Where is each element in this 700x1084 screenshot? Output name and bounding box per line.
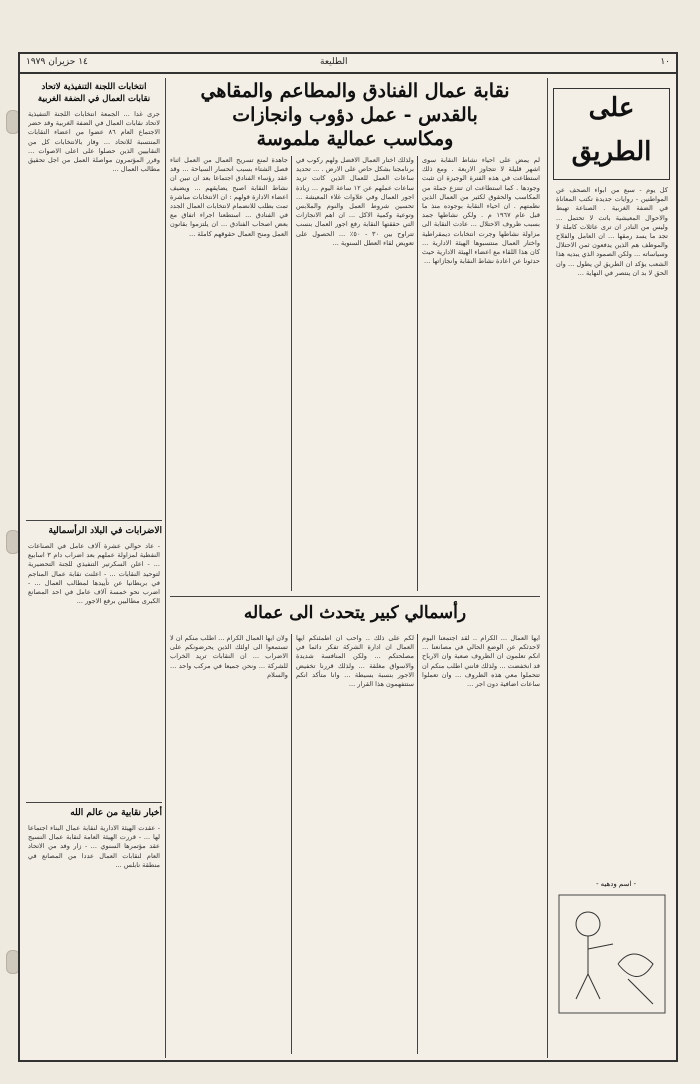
rule-main-2: [291, 156, 292, 591]
rule-left-column: [165, 78, 166, 1058]
left-mid-title: الاضرابات في البلاد الرأسمالية: [48, 526, 162, 536]
rule-bottom-2: [291, 634, 292, 1054]
sidebar-body: كل يوم - سبع من ابواء الصحف عن المواطنين - روايات جديدة تكتب المعاناة في الضفة الغربية . الصناعة تهبط والاحوال المعيشية باتت لا تحتمل ... وليس من النادر ان ترى عائلات كاملة لا تجد ما يسد رمقها ... ان العامل والفلاح والموظف هم الذين يدفعون ثمن الاحتلال وسياساته ... ولكن الصمود الذي يبديه هذا الشعب يؤكد ان الطريق لن يطول ... وان الحق لا بد ان ينتصر في النهاية ...: [556, 186, 668, 277]
publication-name: الطليعة: [320, 57, 348, 67]
rule-bottom-article: [170, 596, 540, 597]
page-header: [20, 54, 676, 74]
main-article-col-2: ولذلك اختار العمال الافضل ولهم ركوب في برنامجنا بشكل حاص على الارض . ... تحديد ساعات العمل للعمال الذين كانت تزيد ساعات عملهم عن ١٢ ساعة اليوم ... زيادة اجور العمال وفي علاوات غلاء المعيشة ... تحسين شروط العمل والنوم والملابس وتوعية وكمية الاكل ... ان اهم الانجازات التي حققتها النقابة رفع اجور العمال بنسب تتراوح بين ٣٠ - ٥٠٪ ... الحصول على تعويض لقاء العطل السنوية ...: [296, 156, 414, 247]
bottom-article-col-1: ايها العمال ... الكرام .. لقد اجتمعنا اليوم لاحدثكم عن الوضع الحالي في مصانعنا ... انكم تعلمون ان الظروف صعبة وان الارباح قد انخفضت ... ولذلك فانني اطلب منكم ان تتحملوا معي هذه الظروف ... وان تعملوا ساعات اضافية دون اجر ...: [422, 634, 540, 689]
issue-date: ١٤ حزيران ١٩٧٩: [26, 57, 88, 67]
rule-left-1: [26, 520, 162, 521]
left-top-title-2: نقابات العمال في الضفة الغربية: [37, 94, 151, 104]
bottom-article-col-3: ولان ايها العمال الكرام ... اطلب منكم ان لا تستمعوا الى اولئك الذين يحرضونكم على الاضراب ... ان النقابات تريد الخراب للشركة ... ونحن جميعا في مركب واحد ... والسلام: [170, 634, 288, 679]
rule-left-2: [26, 802, 162, 803]
page-number: ١٠: [660, 57, 670, 67]
bottom-headline: رأسمالي كبير يتحدث الى عماله: [243, 603, 467, 623]
main-headline-3: ومكاسب عمالية ملموسة: [256, 128, 454, 150]
main-headline-2: بالقدس - عمل دؤوب وانجازات: [232, 104, 478, 126]
main-article-col-3: جاهدة لمنع تسريح العمال من العمل اثناء فصل الشتاء بسبب انحسار السياحة ... وقد عقد رؤساء الفنادق اجتماعا بعد ان تبين ان نشاط النقابة اصبح يضايقهم ... ويضيف اعضاء الادارة قولهم : ان الانتخابات مباشرة تمت بطلب للانضمام لانتخابات العمال الجدد في الفنادق ... استطعنا اجراء اتفاق مع بعض اصحاب الفنادق ... ان يلتزموا بقانون العمل ومنح العمال حقوقهم كاملة ...: [170, 156, 288, 238]
left-bottom-body: - عقدت الهيئة الادارية لنقابة عمال البناء اجتماعا لها ... - قررت الهيئة العامة لنقابة عمال النسيج عقد مؤتمرها السنوي ... - زار وفد من الاتحاد العام لنقابات العمال عددا من المصانع في منطقة نابلس ...: [28, 824, 160, 869]
rule-main-1: [417, 156, 418, 591]
rule-bottom-1: [417, 634, 418, 1054]
left-top-body: جرى غدا ... الجمعة انتخابات اللجنة التنفيذية لاتحاد نقابات العمال في الضفة الغربية وقد حضر الاجتماع العام ٨٦ عضوا من اعضاء النقابات المنتسبة للاتحاد ... وفاز بالانتخابات كل من النقابيين الذين حصلوا على اعلى الاصوات ... وقرر المؤتمرون مواصلة العمل من اجل تحقيق مطالب العمال ...: [28, 110, 160, 174]
main-headline-1: نقابة عمال الفنادق والمطاعم والمقاهي: [200, 80, 510, 102]
sidebar-signature: - اسم ودهيه -: [596, 880, 636, 888]
cartoon-illustration: [558, 894, 666, 1014]
rule-sidebar: [547, 78, 548, 1058]
sidebar-title-1: على: [588, 93, 635, 123]
newspaper-page: [18, 52, 678, 1062]
main-article-col-1: لم يمض على احياء نشاط النقابة سوى اشهر قليلة لا تتجاوز الاربعة . ومع ذلك استطاعت في هذه الفترة الوجيزة ان تثبت وجودها . كما استطاعت ان تنتزع جملة من المكاسب والحقوق لكثير من العمال الذين نظمتهم . ان احياء النقابة بوجوده منذ ما قبل عام ١٩٦٧ م . ولكن نشاطها جمد بسبب ظروف الاحتلال ... عادت النقابة الى مزاولة نشاطها وجرت انتخابات ديمقراطية واختار العمال منتسبوها الهيئة الادارية ... كان هذا اللقاء مع اعضاء الهيئة الادارية حيث حدثونا عن اعادة نشاط النقابة وانجازاتها ...: [422, 156, 540, 266]
sidebar-title-box: [553, 88, 670, 180]
bottom-article-col-2: لكم على ذلك .. واحب ان اطمئنكم ايها العمال ان ادارة الشركة تفكر دائما في مصلحتكم ... ولكن المنافسة شديدة والاسواق مغلقة ... ولذلك قررنا تخفيض الاجور بنسبة بسيطة ... وانا متأكد انكم ستتفهمون هذا القرار ...: [296, 634, 414, 689]
sidebar-title-2: الطريق: [571, 137, 652, 167]
left-bottom-title: أخبار نقابية من عالم الله: [70, 808, 162, 818]
left-mid-body: - عاد حوالي عشرة آلاف عامل في الصناعات النفطية لمزاولة عملهم بعد اضراب دام ٣ اسابيع ... - اعلن السكرتير التنفيذي للجنة التحضيرية لتوحيد النقابات ... - اعلنت نقابة عمال المناجم في بريطانيا عن تأييدها لمطالب العمال ... - اضرب نحو خمسة آلاف عامل في احد المصانع الكبرى مطالبين برفع الاجور ...: [28, 542, 160, 606]
left-top-title-1: انتخابات اللجنة التنفيذية لاتحاد: [41, 82, 147, 92]
